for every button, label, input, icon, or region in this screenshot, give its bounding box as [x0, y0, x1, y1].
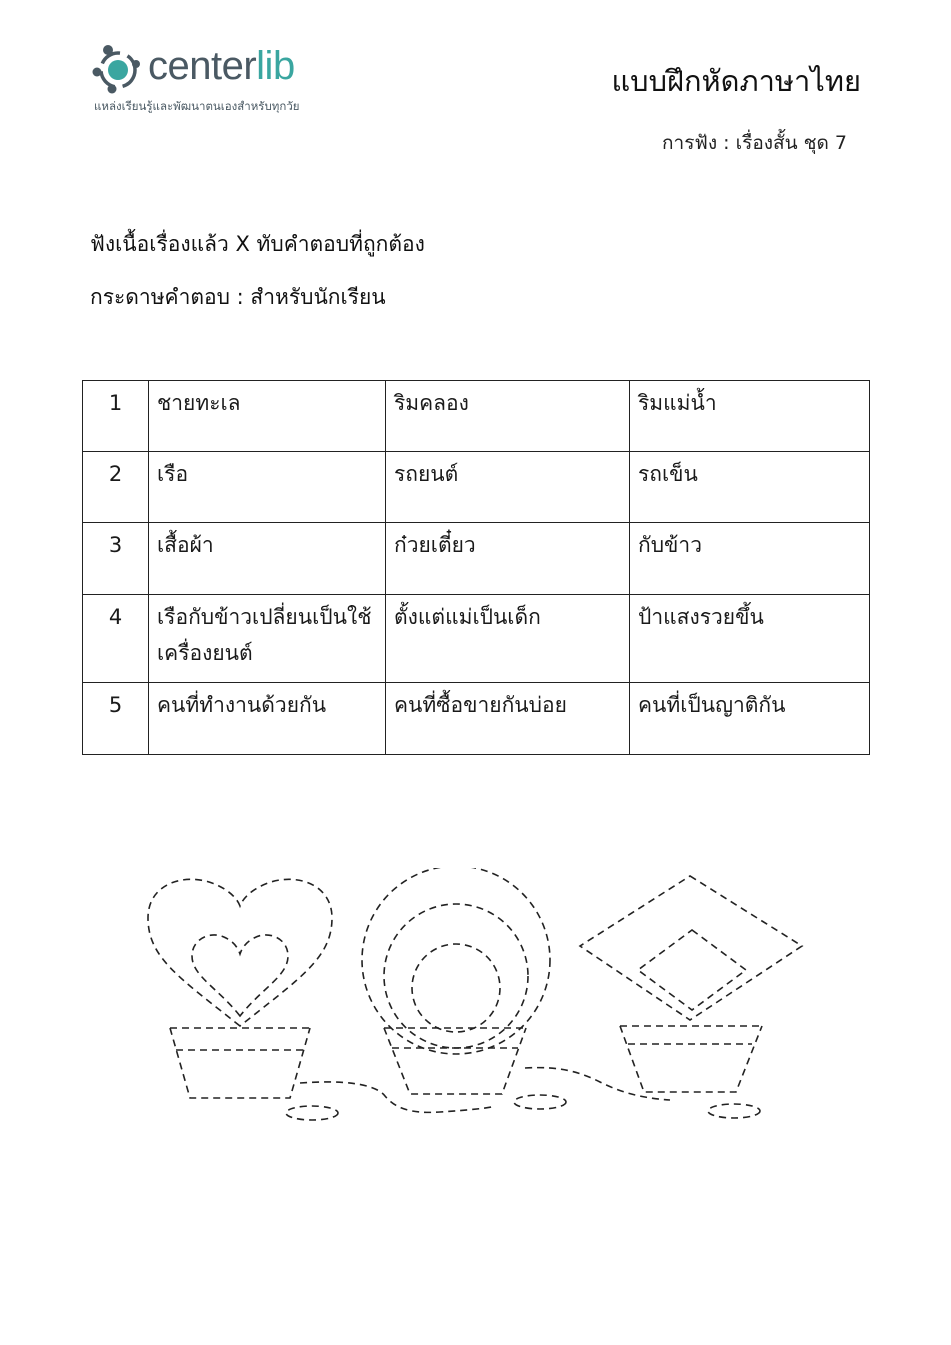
brand-name: [148, 44, 295, 89]
choice-cell[interactable]: ป้าแสงรวยขึ้น: [630, 595, 870, 683]
answer-table: [82, 380, 870, 755]
table-row: [83, 523, 870, 595]
table-row: [83, 381, 870, 452]
brand-tagline: แหล่งเรียนรู้และพัฒนาตนเองสำหรับทุกวัย: [94, 99, 300, 113]
answer-sheet-label: กระดาษคำตอบ : สำหรับนักเรียน: [90, 285, 386, 309]
worksheet-subtitle: การฟัง : เรื่องสั้น ชุด 7: [662, 132, 847, 154]
heart-plant-pot-icon: [148, 879, 338, 1120]
choice-cell[interactable]: ริมคลอง: [386, 381, 630, 452]
choice-cell[interactable]: ตั้งแต่แม่เป็นเด็ก: [386, 595, 630, 683]
choice-cell[interactable]: กับข้าว: [630, 523, 870, 595]
diamond-plant-pot-icon: [525, 876, 802, 1118]
choice-cell[interactable]: รถเข็น: [630, 452, 870, 523]
choice-cell[interactable]: เรือกับข้าวเปลี่ยนเป็นใช้เครื่องยนต์: [149, 595, 386, 683]
choice-cell[interactable]: คนที่เป็นญาติกัน: [630, 683, 870, 755]
question-number: 1: [83, 381, 149, 452]
circle-plant-pot-icon: [300, 868, 566, 1112]
choice-cell[interactable]: คนที่ซื้อขายกันบ่อย: [386, 683, 630, 755]
choice-cell[interactable]: ริมแม่น้ำ: [630, 381, 870, 452]
choice-cell[interactable]: เสื้อผ้า: [149, 523, 386, 595]
choice-cell[interactable]: ชายทะเล: [149, 381, 386, 452]
question-number: 2: [83, 452, 149, 523]
choice-cell[interactable]: รถยนต์: [386, 452, 630, 523]
choice-cell[interactable]: เรือ: [149, 452, 386, 523]
tracing-plants-illustration: [140, 868, 820, 1128]
table-row: [83, 683, 870, 755]
table-row: [83, 595, 870, 683]
table-row: [83, 452, 870, 523]
brand-name-part1: center: [148, 44, 257, 88]
brand-logo: [92, 42, 352, 122]
network-logo-icon: [92, 42, 144, 94]
question-number: 5: [83, 683, 149, 755]
choice-cell[interactable]: ก๋วยเตี๋ยว: [386, 523, 630, 595]
instruction-text: ฟังเนื้อเรื่องแล้ว X ทับคำตอบที่ถูกต้อง: [90, 232, 425, 256]
worksheet-title: แบบฝึกหัดภาษาไทย: [611, 64, 861, 98]
question-number: 4: [83, 595, 149, 683]
choice-cell[interactable]: คนที่ทำงานด้วยกัน: [149, 683, 386, 755]
brand-name-part2: lib: [256, 44, 295, 88]
question-number: 3: [83, 523, 149, 595]
